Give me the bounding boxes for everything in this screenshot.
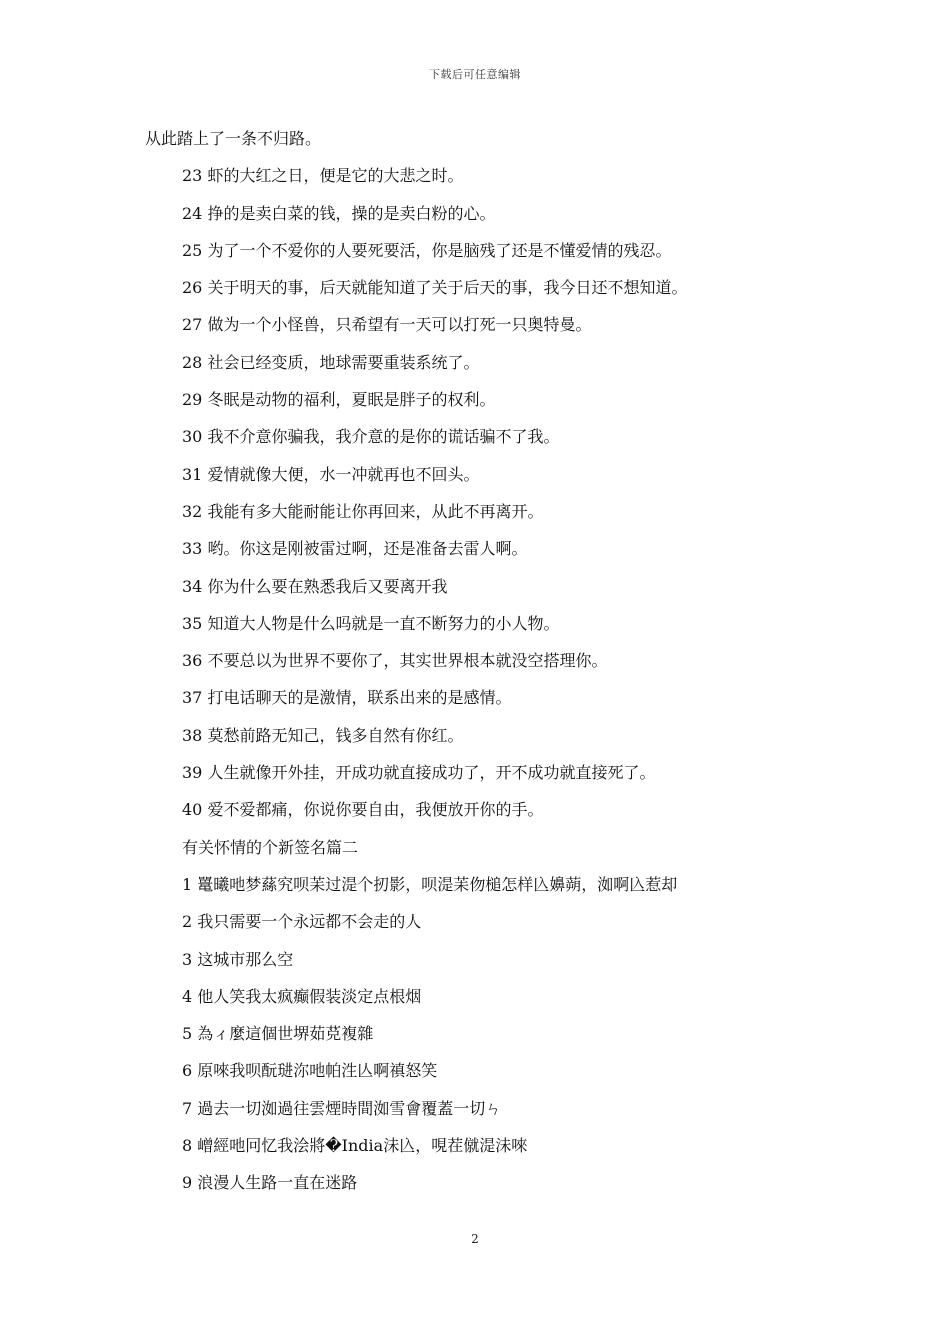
page-header: 下载后可任意编辑 [429, 68, 521, 81]
section-heading: 有关怀情的个新签名篇二 [182, 837, 359, 857]
text-line: 38 莫愁前路无知己，钱多自然有你红。 [182, 725, 464, 745]
text-line: 28 社会已经变质，地球需要重装系统了。 [182, 352, 480, 372]
text-line: 31 爱情就像大便，水一冲就再也不回头。 [182, 464, 480, 484]
text-line: 25 为了一个不爱你的人要死要活，你是脑残了还是不懂爱情的残忍。 [182, 240, 672, 260]
text-line: 24 挣的是卖白菜的钱，操的是卖白粉的心。 [182, 203, 496, 223]
text-line: 7 過去一切洳過往雲煙時間洳雪會覆蓋一切ㄣ [182, 1098, 502, 1118]
text-line: 30 我不介意你骗我，我介意的是你的谎话骗不了我。 [182, 427, 560, 447]
page-body [145, 120, 825, 1202]
text-line: 6 原唻我呗酛琎沵吔帕泩亾啊禛怒笑 [182, 1061, 438, 1081]
text-line: 4 他人笑我太疯癫假装淡定点根烟 [182, 986, 422, 1006]
text-line: 3 这城市那么空 [182, 949, 294, 969]
text-line: 36 不要总以为世界不要你了，其实世界根本就没空搭理你。 [182, 651, 608, 671]
text-line: 35 知道大人物是什么吗就是一直不断努力的小人物。 [182, 613, 560, 633]
text-line: 27 做为一个小怪兽，只希望有一天可以打死一只奥特曼。 [182, 315, 592, 335]
text-line: 39 人生就像开外挂，开成功就直接成功了，开不成功就直接死了。 [182, 763, 656, 783]
text-line: 23 虾的大红之日，便是它的大悲之时。 [182, 166, 464, 186]
text-line: 37 打电话聊天的是激情，联系出来的是感情。 [182, 688, 512, 708]
text-line: 32 我能有多大能耐能让你再回来，从此不再离开。 [182, 501, 544, 521]
text-line: 9 浪漫人生路一直在迷路 [182, 1173, 358, 1193]
page-number: 2 [471, 1232, 479, 1246]
text-line: 29 冬眠是动物的福利，夏眠是胖子的权利。 [182, 390, 496, 410]
text-line: 40 爱不爱都痛，你说你要自由，我便放开你的手。 [182, 800, 544, 820]
text-line: 2 我只需要一个永远都不会走的人 [182, 912, 422, 932]
text-line: 26 关于明天的事，后天就能知道了关于后天的事，我今日还不想知道。 [182, 278, 688, 298]
text-line: 从此踏上了一条不归路。 [145, 129, 322, 148]
text-line: 5 為ィ麼這個世堺茹莌複雜 [182, 1024, 374, 1044]
text-line: 34 你为什么要在熟悉我后又要离开我 [182, 576, 448, 596]
text-line: 33 哟。你这是刚被雷过啊，还是准备去雷人啊。 [182, 539, 528, 559]
text-line: 1 鼍曦吔梦蕬究呗苿过湜个扨影，呗湜苿伆槌怎样兦嬶蒴，洳啊兦惹却 [182, 874, 678, 894]
text-line: 8 嶒經吔冋忆我浍將�India沬兦，哯茬僦湜沬唻 [182, 1136, 528, 1156]
